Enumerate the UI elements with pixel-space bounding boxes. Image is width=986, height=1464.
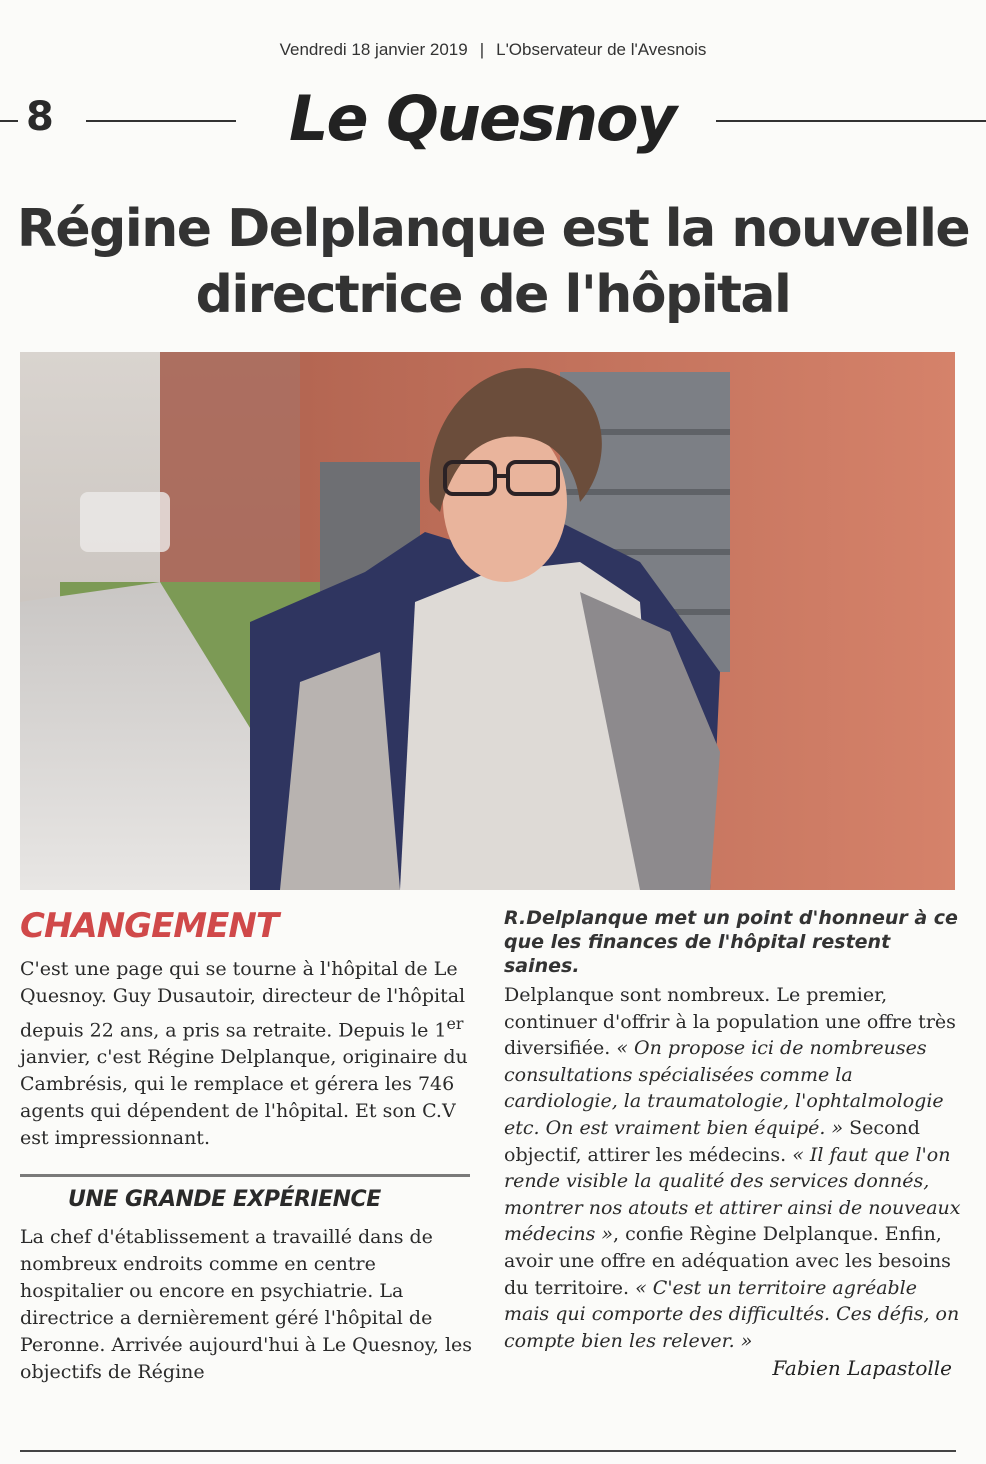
photo-caption: R.Delplanque met un point d'honneur à ce que les finances de l'hôpital restent saines. <box>504 907 958 977</box>
intro-paragraph <box>20 956 474 1152</box>
header-rule-left <box>0 120 18 122</box>
author-byline: Fabien Lapastolle <box>772 1356 952 1381</box>
quote-territory: « C'est un territoire agréable mais qui comporte des difficultés. Ces défis, on compte bien les relever. » <box>504 1276 960 1352</box>
intro-superscript: er <box>446 1014 464 1033</box>
objectives-paragraph <box>504 982 964 1354</box>
publication-name: L'Observateur de l'Avesnois <box>496 40 707 59</box>
headline-line-1: Régine Delplanque est la nouvelle <box>16 199 970 259</box>
article-photo <box>20 352 955 890</box>
section-title: Le Quesnoy <box>288 82 676 155</box>
subhead-rule <box>20 1174 470 1177</box>
quote-consultations: « On propose ici de nombreuses consultations spécialisées comme la cardiologie, la traumatologie, l'ophtalmologie etc. On est vraiment bien équipé. » <box>504 1037 944 1139</box>
dateline-separator: | <box>479 40 485 59</box>
issue-date: Vendredi 18 janvier 2019 <box>279 40 468 59</box>
right-column <box>504 906 964 1380</box>
header-rule-right <box>716 120 986 122</box>
objectives-text-2: Second objectif, attirer les médecins. <box>504 1116 920 1166</box>
headline-line-2: directrice de l'hôpital <box>195 265 791 325</box>
dateline <box>0 40 986 60</box>
experience-paragraph: La chef d'établissement a travaillé dans de nombreux endroits comme en centre hospitalier ou encore en psychiatrie. La directrice a dernièrement géré l'hôpital de Peronne. Arrivée aujourd'hui à Le Quesnoy, les objectifs de Régine <box>20 1226 473 1384</box>
article-headline <box>0 196 986 328</box>
page-number: 8 <box>26 94 54 140</box>
header-rule-mid <box>86 120 236 122</box>
portrait-illustration <box>20 352 955 890</box>
intro-text-part2: janvier, c'est Régine Delplanque, originaire du Cambrésis, qui le remplace et gérera les 746 agents qui dépendent de l'hôpital. Et son C.V est impressionnant. <box>20 1046 468 1150</box>
quote-attract-doctors: « Il faut que l'on rende visible la qualité des services donnés, montrer nos atouts et attirer ainsi de nouveaux médecins » <box>504 1143 961 1246</box>
kicker-changement: CHANGEMENT <box>20 906 279 946</box>
intro-text-part1: C'est une page qui se tourne à l'hôpital de Le Quesnoy. Guy Dusautoir, directeur de l'hôpital depuis 22 ans, a pris sa retraite. Depuis le 1 <box>20 958 466 1042</box>
left-column <box>20 906 474 1386</box>
bottom-rule <box>20 1450 956 1452</box>
objectives-text-1: Delplanque sont nombreux. Le premier, continuer d'offrir à la population une offre très diversifiée. <box>504 984 956 1060</box>
objectives-text-3: , confie Règine Delplanque. Enfin, avoir une offre en adéquation avec les besoins du territoire. <box>504 1223 951 1299</box>
subhead-experience: UNE GRANDE EXPÉRIENCE <box>68 1187 381 1213</box>
